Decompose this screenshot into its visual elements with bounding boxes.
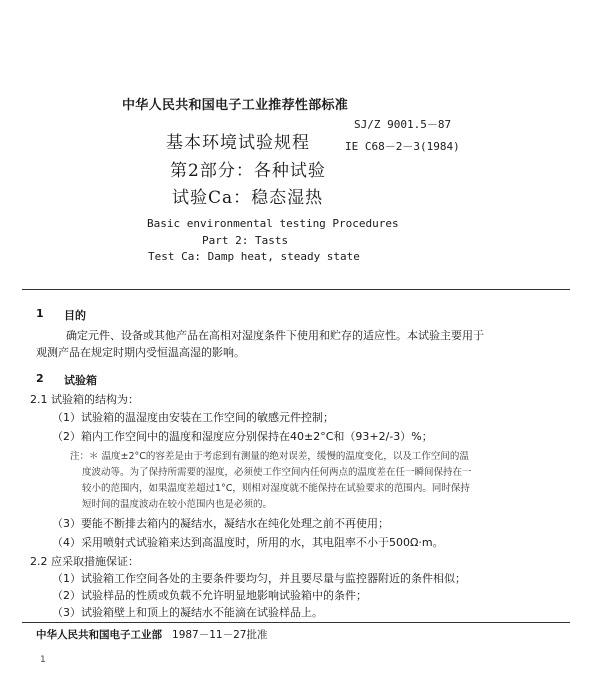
footer-issuer: 中华人民共和国电子工业部	[36, 629, 162, 641]
standard-number: SJ/Z 9001.5－87	[354, 118, 452, 131]
footer-approval: 1987－11－27批准	[172, 629, 268, 641]
section-1-paragraph-line1: 确定元件、设备或其他产品在高相对湿度条件下使用和贮存的适应性。本试验主要用于	[66, 329, 484, 342]
section-2-title: 试验箱	[64, 374, 97, 387]
top-divider	[22, 289, 570, 290]
clause-2-1-note-line3: 较小的范围内，如果温度差超过1°C，则相对湿度就不能保持在试验要求的范围内。同时保持	[82, 483, 470, 494]
page-number: 1	[40, 655, 46, 665]
clause-2-1-item-4: （4）采用喷射式试验箱来达到高温度时，所用的水，其电阻率不小于500Ω·m。	[52, 536, 444, 549]
title-cn-line3: 试验Ca：稳态湿热	[172, 188, 324, 208]
clause-2-1-note-line1: 注：＊ 温度±2°C的容差是由于考虑到有测量的绝对误差，缓慢的温度变化，以及工作空间的温	[70, 451, 469, 462]
title-cn-line2: 第2部分：各种试验	[170, 161, 326, 181]
section-1-number: 1	[36, 307, 44, 320]
title-cn-line1: 基本环境试验规程	[166, 133, 310, 153]
title-en-line1: Basic environmental testing Procedures	[147, 217, 399, 230]
clause-2-1-item-2: （2）箱内工作空间中的温度和湿度应分别保持在40±2°C和（93+2/-3）%；	[52, 430, 433, 443]
clause-2-2-item-1: （1）试验箱工作空间各处的主要条件要均匀，并且要尽量与监控器附近的条件相似；	[52, 572, 466, 585]
iec-number: IE C68－2－3(1984)	[345, 140, 460, 153]
clause-2-1-note-line2: 度波动等。为了保持所需要的湿度，必须使工作空间内任何两点的温度差在任一瞬间保持在一	[82, 467, 472, 478]
title-en-line2: Part 2: Tasts	[202, 234, 289, 247]
footer-issuer-line	[36, 627, 267, 642]
clause-2-2-label: 2.2 应采取措施保证：	[30, 555, 139, 568]
title-en-line3: Test Ca: Damp heat, steady state	[148, 250, 360, 263]
section-1-paragraph-line2: 观测产品在规定时期内受恒温高湿的影响。	[36, 346, 245, 359]
clause-2-1-label: 2.1 试验箱的结构为：	[30, 393, 139, 406]
standard-body-heading: 中华人民共和国电子工业推荐性部标准	[122, 98, 349, 113]
section-2-number: 2	[36, 372, 44, 385]
clause-2-1-note-line4: 短时间的温度波动在较小范围内也是必须的。	[82, 499, 273, 510]
clause-2-2-item-2: （2）试验样品的性质或负载不允许明显地影响试验箱中的条件；	[52, 589, 367, 602]
clause-2-1-item-1: （1）试验箱的温湿度由安装在工作空间的敏感元件控制；	[52, 411, 334, 424]
section-1-title: 目的	[64, 309, 86, 322]
bottom-divider	[22, 622, 570, 623]
clause-2-1-item-3: （3）要能不断排去箱内的凝结水，凝结水在纯化处理之前不再使用；	[52, 517, 389, 530]
clause-2-2-item-3: （3）试验箱壁上和顶上的凝结水不能滴在试验样品上。	[52, 606, 323, 619]
